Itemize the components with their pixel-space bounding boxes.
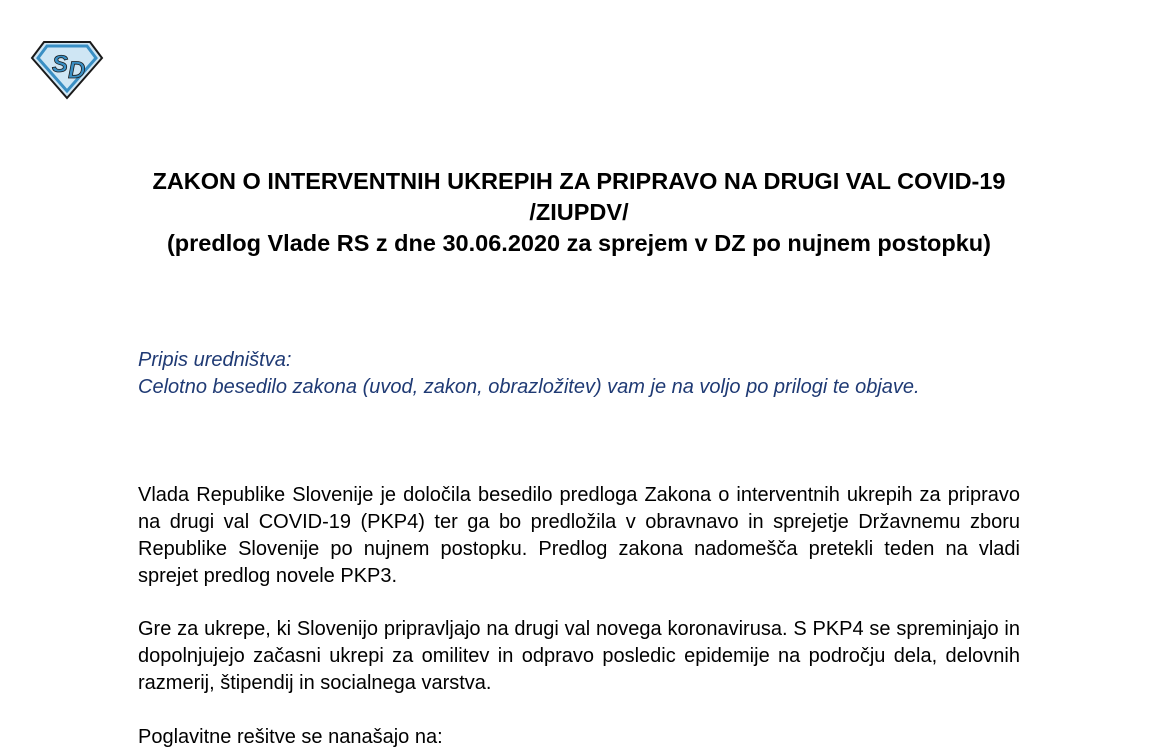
sd-diamond-logo-icon — [30, 40, 104, 100]
title-abbreviation: /ZIUPDV/ — [529, 199, 629, 225]
editor-note-text: Celotno besedilo zakona (uvod, zakon, obrazložitev) vam je na voljo po prilogi te objave. — [138, 376, 920, 398]
body-paragraph: Gre za ukrepe, ki Slovenijo pripravljajo na drugi val novega koronavirusa. S PKP4 se spreminjajo in dopolnjujejo začasni ukrepi za omilitev in odpravo posledic epidemije na področju dela, delovnih razmerij, štipendij in socialnega varstva. — [138, 618, 1020, 694]
body-paragraph: Vlada Republike Slovenije je določila besedilo predloga Zakona o interventnih ukrepih za pripravo na drugi val COVID-19 (PKP4) ter ga bo predložila v obravnavo in sprejetje Državnemu zboru Republike Slovenije po nujnem postopku. Predlog zakona nadomešča pretekli teden na vladi sprejet predlog novele PKP3. — [138, 484, 1020, 587]
document-title — [138, 166, 1020, 259]
svg-text:S: S — [52, 51, 69, 78]
title-line-1: ZAKON O INTERVENTNIH UKREPIH ZA PRIPRAVO NA DRUGI VAL COVID-19 — [152, 168, 1006, 194]
sd-logo — [30, 40, 104, 100]
editor-note — [138, 347, 1020, 401]
editor-note-heading: Pripis uredništva: — [138, 349, 292, 371]
svg-text:D: D — [68, 57, 86, 84]
body-paragraph: Poglavitne rešitve se nanašajo na: — [138, 726, 443, 748]
title-proposal-line: (predlog Vlade RS z dne 30.06.2020 za sprejem v DZ po nujnem postopku) — [166, 230, 991, 256]
